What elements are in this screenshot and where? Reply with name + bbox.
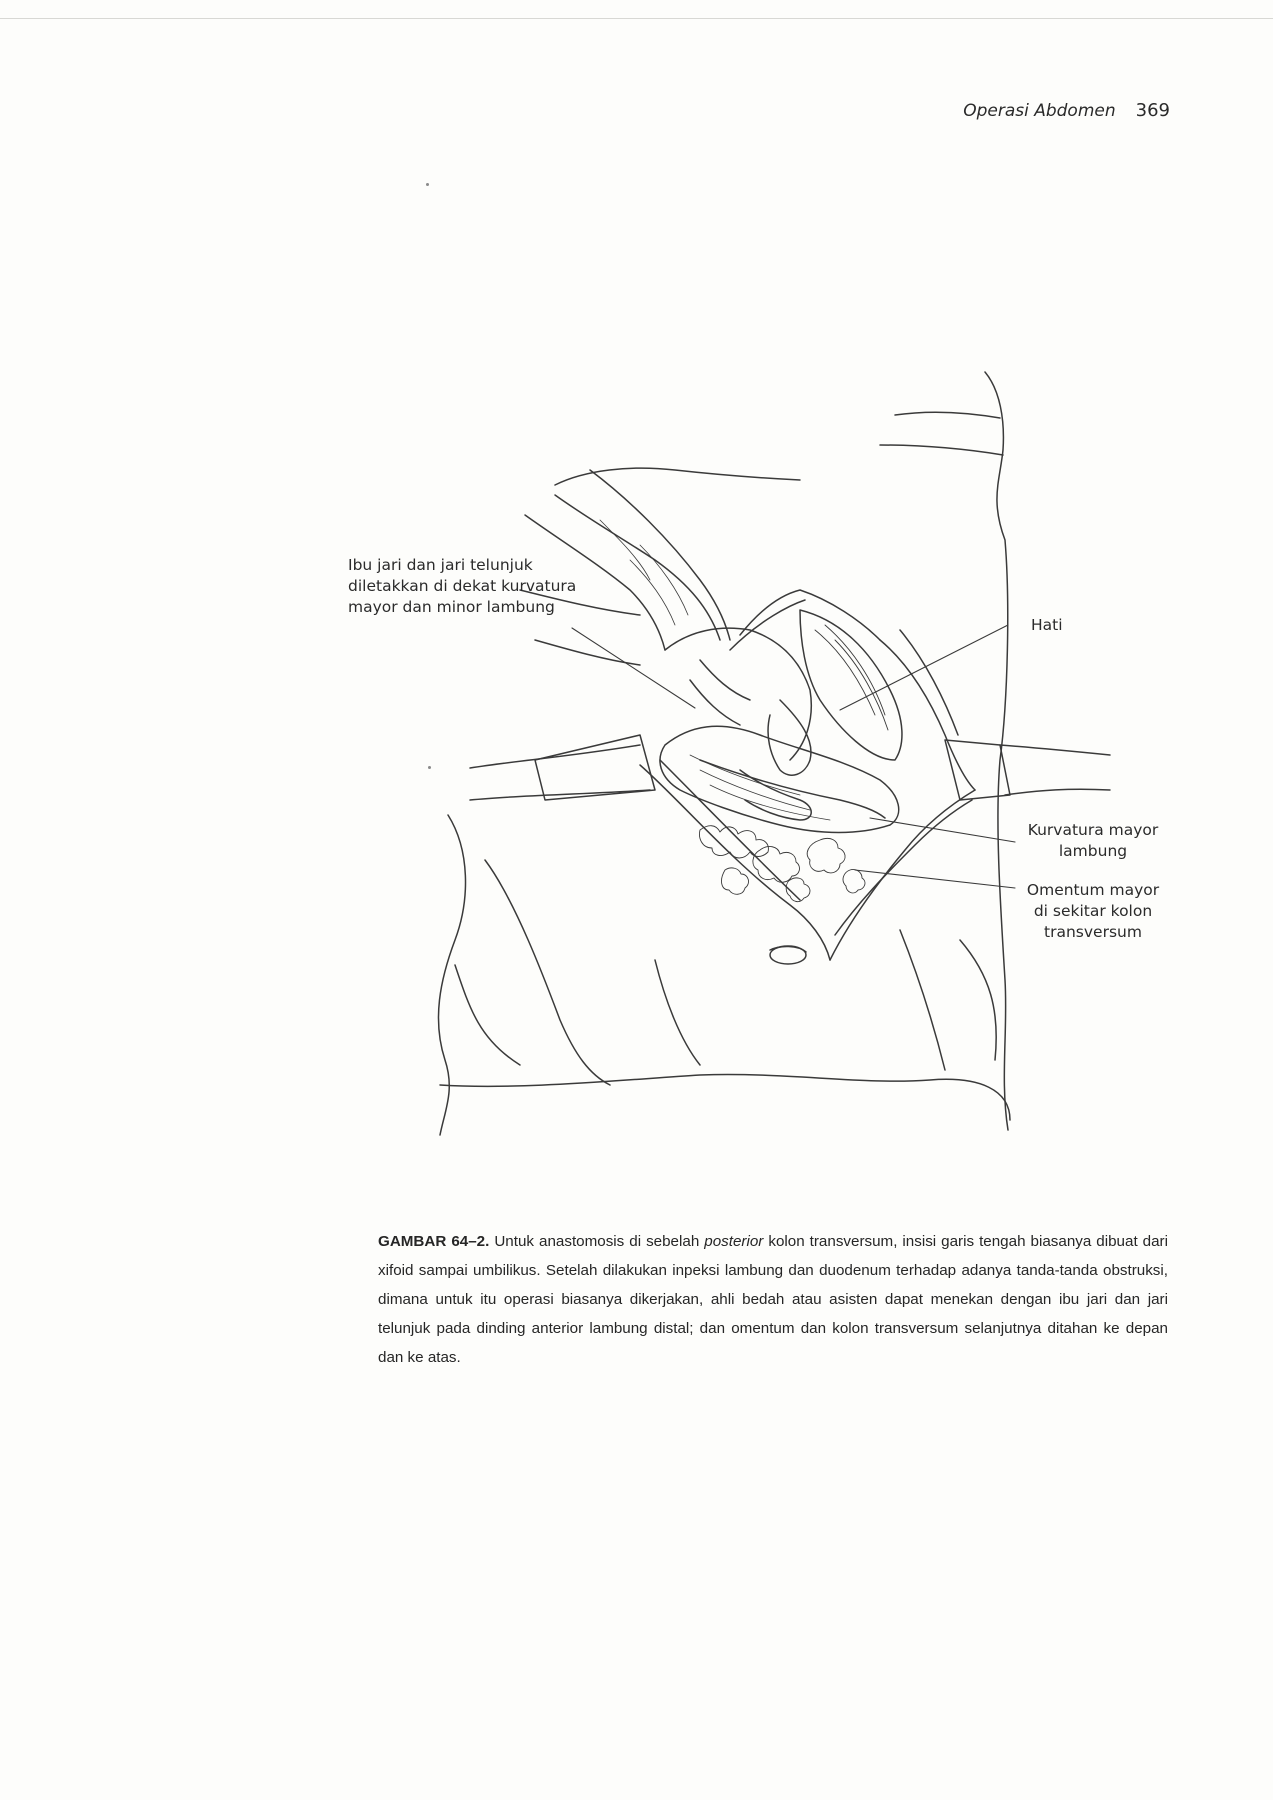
retractor-left-blade xyxy=(470,745,640,768)
omentum-texture xyxy=(700,826,865,902)
index-finger xyxy=(740,770,811,820)
drape-right-outline xyxy=(985,372,1008,1130)
scan-speck xyxy=(426,183,429,186)
drape-left-outline-2 xyxy=(485,860,610,1085)
liver-hatch xyxy=(815,625,888,730)
label-greater-omentum: Omentum mayor di sekitar kolon transversum xyxy=(1026,881,1160,941)
caption-text-part-1: Untuk anastomosis di sebelah xyxy=(494,1233,700,1250)
leader-liver xyxy=(840,625,1008,710)
label-thumb-finger: Ibu jari dan jari telunjuk diletakkan di dekat kurvatura mayor dan minor lambung xyxy=(348,556,577,616)
stomach-hatch xyxy=(690,755,830,820)
caption-italic-word: posterior xyxy=(704,1233,764,1250)
incision-upper-right-2 xyxy=(900,630,958,735)
retractor-right-blade xyxy=(1000,745,1110,755)
label-greater-curvature: Kurvatura mayor lambung xyxy=(1027,821,1159,860)
drape-left-outline xyxy=(438,815,465,1135)
label-liver: Hati xyxy=(1031,616,1063,634)
section-title: Operasi Abdomen xyxy=(963,101,1116,121)
caption-text-part-2: kolon transversum, insisi garis tengah biasanya dibuat dari xifoid sampai umbilikus. Setelah dilakukan inpeksi lambung dan duodenum terhadap adanya tanda-tanda obstruksi, dimana untuk itu operasi biasanya dikerjakan, ahli bedah atau asisten dapat menekan dengan ibu jari dan jari telunjuk pada dinding anterior lambung distal; dan omentum dan kolon transversum selanjutnya ditahan ke depan dan ke atas. xyxy=(378,1233,1168,1366)
knuckles xyxy=(690,660,750,725)
drape-bottom-curve-2 xyxy=(455,965,520,1065)
scan-speck xyxy=(428,766,431,769)
retractor-right-blade-2 xyxy=(1005,789,1110,795)
drape-bottom-right xyxy=(960,940,996,1060)
retractor-right xyxy=(945,740,1010,800)
drape-top-fold-2 xyxy=(880,445,1003,455)
leader-greater-curvature xyxy=(870,818,1015,842)
hand-hatch xyxy=(600,520,688,625)
incision-upper-left xyxy=(740,590,880,640)
incision-left-edge-inner xyxy=(660,760,800,900)
leader-thumb-finger xyxy=(572,628,695,708)
incision-upper-right xyxy=(880,640,975,790)
figure-caption xyxy=(378,1227,1168,1372)
leader-omentum xyxy=(855,870,1015,888)
page-number: 369 xyxy=(1135,100,1170,121)
liver-outline xyxy=(800,610,902,760)
incision-left-edge xyxy=(640,765,830,960)
drape-left-lower xyxy=(655,960,700,1065)
drape-top-fold xyxy=(895,412,1000,418)
figure-number: GAMBAR 64–2. xyxy=(378,1233,490,1250)
drape-upper-left-3 xyxy=(535,640,640,665)
drape-right-lower xyxy=(900,930,945,1070)
drape-bottom-curve xyxy=(440,1075,1010,1120)
